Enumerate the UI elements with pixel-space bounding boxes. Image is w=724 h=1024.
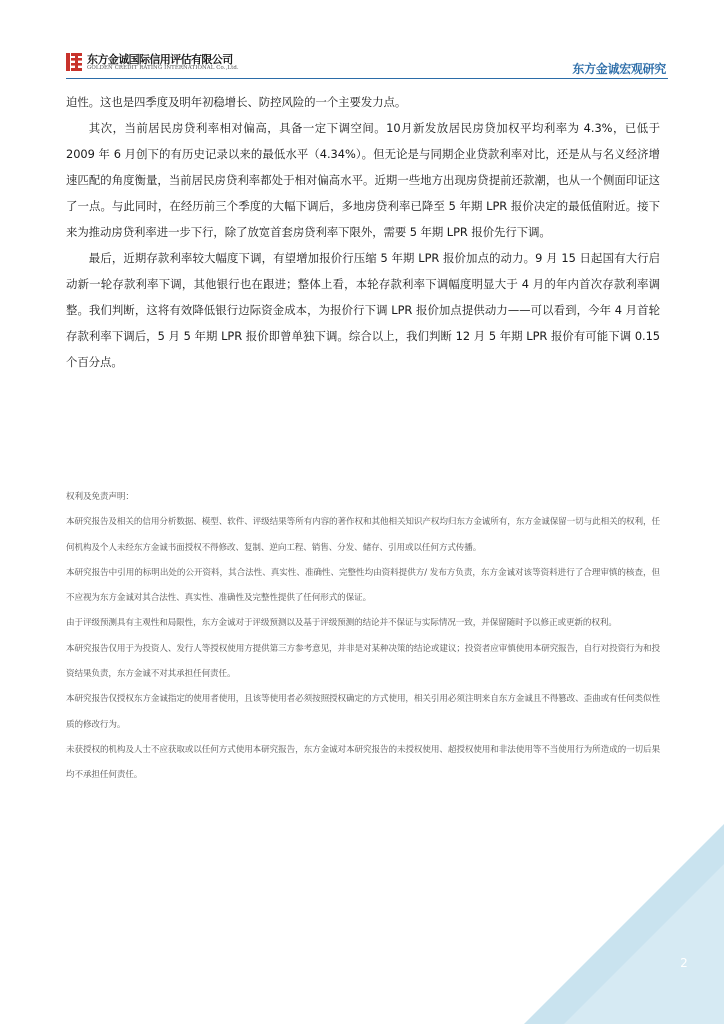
- disclaimer-paragraph: 本研究报告仅授权东方金诚指定的使用者使用，且该等使用者必须按照授权确定的方式使用，相关引用必须注明来自东方金诚且不得篡改、歪曲或有任何类似性质的修改行为。: [66, 694, 660, 730]
- header-divider: [66, 78, 668, 79]
- disclaimer-paragraph: 本研究报告仅用于为投资人、发行人等授权使用方提供第三方参考意见，并非是对某种决策的结论或建议；投资者应审慎使用本研究报告，自行对投资行为和投资结果负责，东方金诚不对其承担任何责任。: [66, 643, 660, 680]
- company-name-cn: 东方金诚国际信用评估有限公司: [87, 53, 233, 66]
- report-body: [66, 89, 660, 375]
- disclaimer-paragraph: 由于评级预测具有主观性和局限性，东方金诚对于评级预测以及基于评级预测的结论并不保证与实际情况一致，并保留随时予以修正或更新的权利。: [66, 618, 617, 629]
- disclaimer-paragraph: 未获授权的机构及人士不应获取或以任何方式使用本研究报告，东方金诚对本研究报告的未授权使用、超授权使用和非法使用等不当使用行为所造成的一切后果均不承担任何责任。: [66, 744, 660, 781]
- corner-decoration: [524, 824, 724, 1024]
- company-name-en: GOLDEN CREDIT RATING INTERNATIONAL Co.,Ltd.: [87, 65, 239, 71]
- disclaimer-paragraph: 本研究报告中引用的标明出处的公开资料，其合法性、真实性、准确性、完整性均由资料提供方/ 发布方负责，东方金诚对该等资料进行了合理审慎的核查，但不应视为东方金诚对其合法性、真实性、准确性及完整性提供了任何形式的保证。: [66, 567, 660, 604]
- body-paragraph: 最后，近期存款利率较大幅度下调，有望增加报价行压缩 5 年期 LPR 报价加点的动力。9 月 15 日起国有大行启动新一轮存款利率下调，其他银行也在跟进；整体上看，本轮存款利率下调幅度明显大于 4 月的年内首次存款利率调整。我们判断，这将有效降低银行边际资金成本，为报价行下调 LPR 报价加点提供动力——可以看到，今年 4 月首轮存款利率下调后，5 月 5 年期 LPR 报价即曾单独下调。综合以上，我们判断 12 月 5 年期 LPR 报价有可能下调 0.15 个百分点。: [66, 251, 660, 369]
- body-paragraph: 其次，当前居民房贷利率相对偏高，具备一定下调空间。10月新发放居民房贷加权平均利率为 4.3%，已低于 2009 年 6 月创下的有历史记录以来的最低水平（4.34%）。但无论是与同期企业贷款利率对比，还是从与名义经济增速匹配的角度衡量，当前居民房贷利率都处于相对偏高水平。近期一些地方出现房贷提前还款潮，也从一个侧面印证这了一点。与此同时，在经历前三个季度的大幅下调后，多地房贷利率已降至 5 年期 LPR 报价决定的最低值附近。接下来为推动房贷利率进一步下行，除了放宽首套房贷利率下限外，需要 5 年期 LPR 报价先行下调。: [66, 121, 660, 239]
- body-paragraph: 迫性。这也是四季度及明年初稳增长、防控风险的一个主要发力点。: [66, 95, 407, 109]
- report-series-title: 东方金诚宏观研究: [572, 62, 666, 76]
- disclaimer-section: [66, 485, 660, 789]
- page-header: [66, 50, 668, 78]
- disclaimer-paragraph: 本研究报告及相关的信用分析数据、模型、软件、评级结果等所有内容的著作权和其他相关知识产权均归东方金诚所有，东方金诚保留一切与此相关的权利，任何机构及个人未经东方金诚书面授权不得修改、复制、逆向工程、销售、分发、储存、引用或以任何方式传播。: [66, 517, 660, 553]
- company-logo-icon: [66, 53, 82, 71]
- disclaimer-heading: 权利及免责声明：: [66, 492, 134, 502]
- page-number: 2: [680, 956, 688, 970]
